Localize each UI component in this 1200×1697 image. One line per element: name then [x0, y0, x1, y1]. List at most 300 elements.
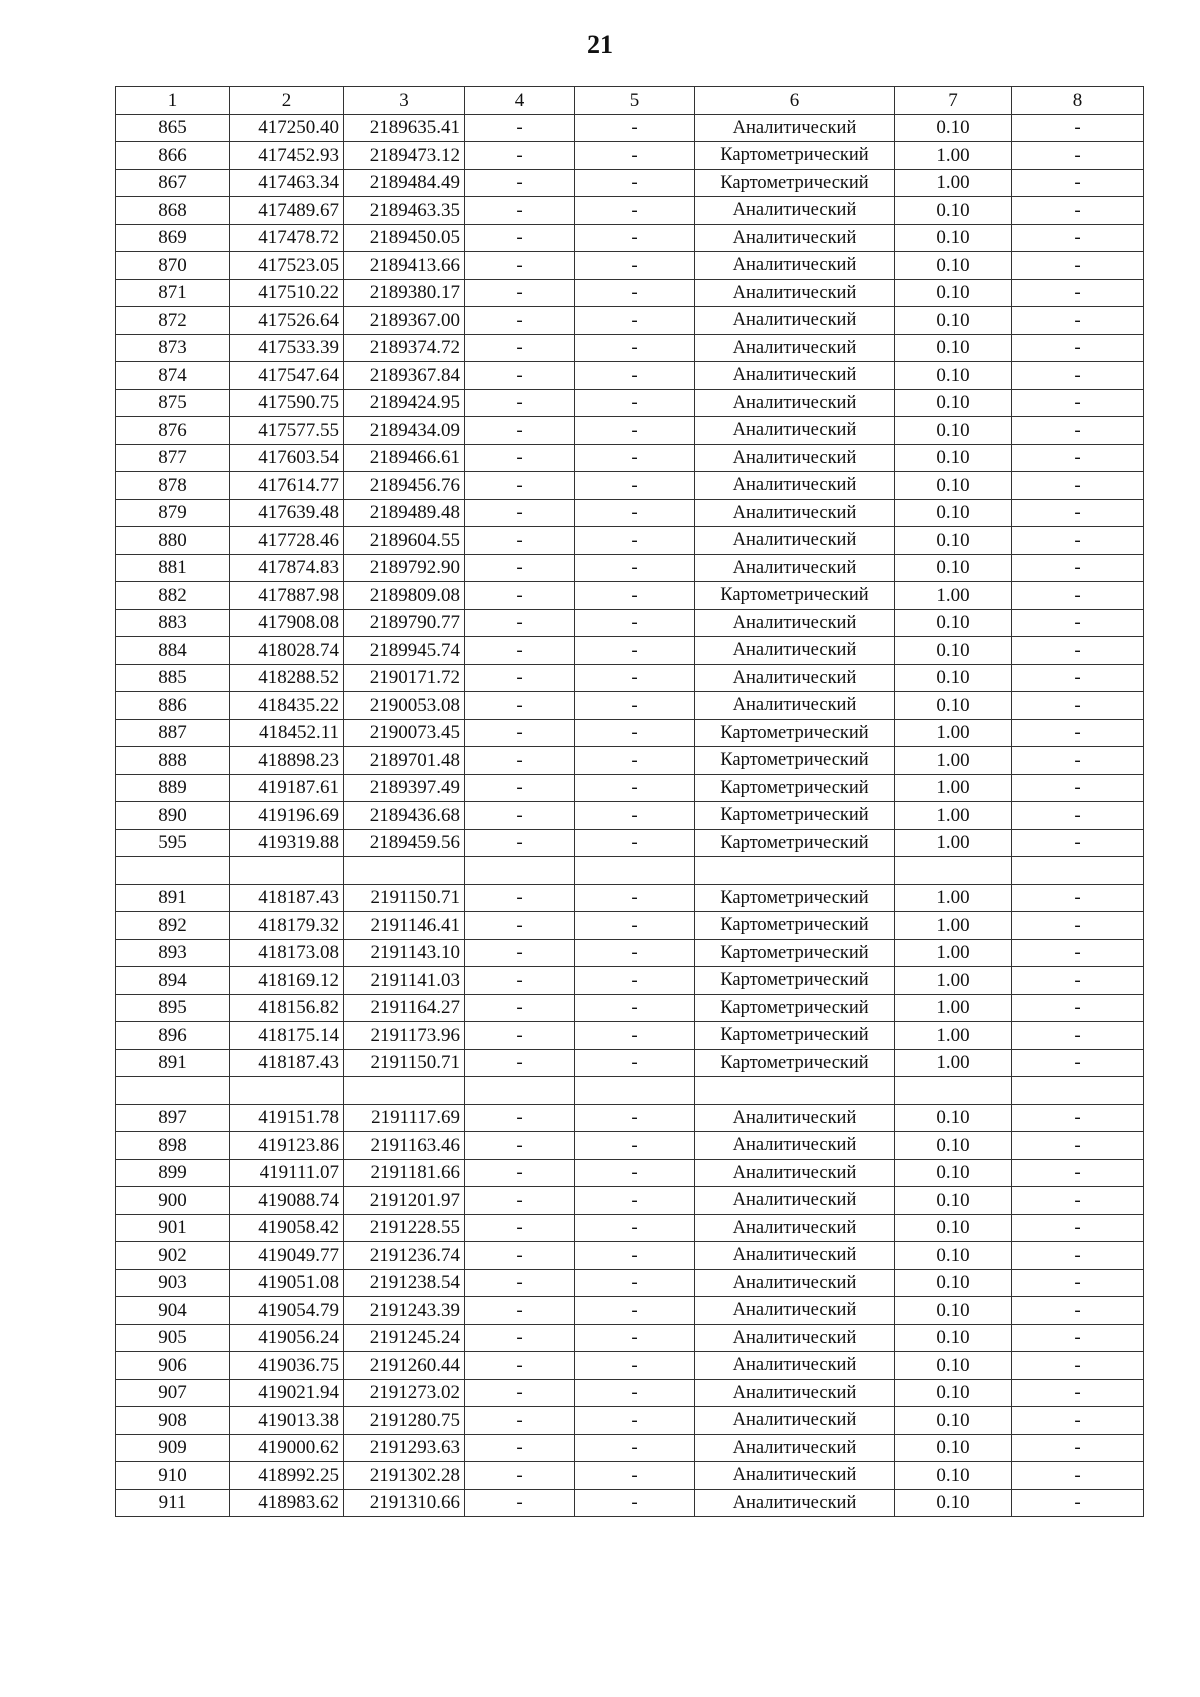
cell-col5: -	[575, 609, 695, 637]
table-row	[116, 444, 1144, 472]
header-cell-8: 8	[1012, 87, 1144, 115]
cell-y: 2191273.02	[344, 1379, 465, 1407]
cell-x: 418156.82	[230, 994, 344, 1022]
cell-x: 417603.54	[230, 444, 344, 472]
cell-col4: -	[465, 747, 575, 775]
cell-method: Аналитический	[695, 334, 895, 362]
cell-col5: -	[575, 1159, 695, 1187]
cell-x: 417614.77	[230, 472, 344, 500]
cell-method: Аналитический	[695, 307, 895, 335]
cell-y: 2189809.08	[344, 582, 465, 610]
cell-point: 881	[116, 554, 230, 582]
cell-col4: -	[465, 967, 575, 995]
cell-x: 418983.62	[230, 1489, 344, 1517]
cell-method: Картометрический	[695, 802, 895, 830]
cell-col5: -	[575, 1269, 695, 1297]
cell-precision: 0.10	[895, 1159, 1012, 1187]
cell-point: 876	[116, 417, 230, 445]
cell-col8: -	[1012, 1352, 1144, 1380]
cell-col4: -	[465, 1159, 575, 1187]
cell-method: Картометрический	[695, 719, 895, 747]
cell-col5: -	[575, 307, 695, 335]
cell-point: 874	[116, 362, 230, 390]
cell-col5: -	[575, 527, 695, 555]
table-row	[116, 307, 1144, 335]
cell-point: 595	[116, 829, 230, 857]
cell-y: 2189413.66	[344, 252, 465, 280]
cell-y: 2191280.75	[344, 1407, 465, 1435]
cell-col4: -	[465, 1324, 575, 1352]
cell-point: 895	[116, 994, 230, 1022]
cell-precision: 1.00	[895, 829, 1012, 857]
cell-col5: -	[575, 169, 695, 197]
cell-col8: -	[1012, 1297, 1144, 1325]
cell-point: 908	[116, 1407, 230, 1435]
cell-col8: -	[1012, 719, 1144, 747]
cell-precision: 0.10	[895, 1132, 1012, 1160]
cell-col8: -	[1012, 1379, 1144, 1407]
cell-x: 417887.98	[230, 582, 344, 610]
cell-precision: 1.00	[895, 1022, 1012, 1050]
cell-point: 906	[116, 1352, 230, 1380]
cell-col4: -	[465, 1407, 575, 1435]
cell-col8: -	[1012, 114, 1144, 142]
cell-precision: 0.10	[895, 1462, 1012, 1490]
cell-x: 418173.08	[230, 939, 344, 967]
table-row	[116, 362, 1144, 390]
table-row	[116, 637, 1144, 665]
cell-col8: -	[1012, 1049, 1144, 1077]
cell-col5: -	[575, 664, 695, 692]
cell-point: 910	[116, 1462, 230, 1490]
cell-col4: -	[465, 224, 575, 252]
header-cell-1: 1	[116, 87, 230, 115]
cell-method: Аналитический	[695, 1379, 895, 1407]
cell-col4: -	[465, 389, 575, 417]
cell-x: 419036.75	[230, 1352, 344, 1380]
cell-precision: 0.10	[895, 609, 1012, 637]
cell-y: 2191228.55	[344, 1214, 465, 1242]
cell-point: 902	[116, 1242, 230, 1270]
cell-method: Картометрический	[695, 994, 895, 1022]
cell-x: 417728.46	[230, 527, 344, 555]
cell-method: Аналитический	[695, 1242, 895, 1270]
table-row	[116, 1324, 1144, 1352]
table-row	[116, 1214, 1144, 1242]
cell-method: Картометрический	[695, 169, 895, 197]
cell-col5: -	[575, 279, 695, 307]
cell-col8: -	[1012, 307, 1144, 335]
cell-precision: 1.00	[895, 719, 1012, 747]
cell-precision: 1.00	[895, 994, 1012, 1022]
cell-y: 2191293.63	[344, 1434, 465, 1462]
cell-y: 2190053.08	[344, 692, 465, 720]
cell-col5: -	[575, 774, 695, 802]
cell-y: 2189790.77	[344, 609, 465, 637]
cell-col8: -	[1012, 802, 1144, 830]
cell-precision: 1.00	[895, 774, 1012, 802]
cell-col8: -	[1012, 1434, 1144, 1462]
cell-x: 417463.34	[230, 169, 344, 197]
cell-col5: -	[575, 142, 695, 170]
cell-x: 418992.25	[230, 1462, 344, 1490]
cell-col4: -	[465, 1489, 575, 1517]
cell-precision: 0.10	[895, 1489, 1012, 1517]
cell-point: 891	[116, 1049, 230, 1077]
cell-point: 888	[116, 747, 230, 775]
cell-method: Картометрический	[695, 747, 895, 775]
cell-method: Картометрический	[695, 884, 895, 912]
cell-method: Картометрический	[695, 939, 895, 967]
cell-y: 2189484.49	[344, 169, 465, 197]
cell-col8: -	[1012, 582, 1144, 610]
cell-x	[230, 1077, 344, 1105]
cell-y: 2191143.10	[344, 939, 465, 967]
cell-y: 2189489.48	[344, 499, 465, 527]
cell-precision: 0.10	[895, 224, 1012, 252]
separator-row	[116, 857, 1144, 885]
cell-col5: -	[575, 389, 695, 417]
cell-y: 2189945.74	[344, 637, 465, 665]
cell-x: 417489.67	[230, 197, 344, 225]
cell-x: 419319.88	[230, 829, 344, 857]
cell-y: 2191236.74	[344, 1242, 465, 1270]
cell-x: 419111.07	[230, 1159, 344, 1187]
table-row	[116, 1462, 1144, 1490]
cell-method: Аналитический	[695, 1297, 895, 1325]
cell-x: 418179.32	[230, 912, 344, 940]
cell-x: 417510.22	[230, 279, 344, 307]
cell-point: 883	[116, 609, 230, 637]
cell-point: 882	[116, 582, 230, 610]
cell-y: 2191243.39	[344, 1297, 465, 1325]
cell-precision: 1.00	[895, 967, 1012, 995]
cell-precision: 0.10	[895, 307, 1012, 335]
cell-col4: -	[465, 582, 575, 610]
cell-method: Аналитический	[695, 279, 895, 307]
cell-method: Картометрический	[695, 967, 895, 995]
cell-col4: -	[465, 1187, 575, 1215]
table-body	[116, 87, 1144, 1517]
cell-point: 889	[116, 774, 230, 802]
cell-col4: -	[465, 114, 575, 142]
cell-col8: -	[1012, 939, 1144, 967]
cell-col8: -	[1012, 224, 1144, 252]
cell-col5: -	[575, 472, 695, 500]
cell-col5: -	[575, 1297, 695, 1325]
table-row	[116, 554, 1144, 582]
cell-col4: -	[465, 609, 575, 637]
cell-point: 886	[116, 692, 230, 720]
cell-col8: -	[1012, 774, 1144, 802]
cell-precision: 0.10	[895, 1269, 1012, 1297]
cell-col4: -	[465, 527, 575, 555]
cell-col4: -	[465, 1242, 575, 1270]
cell-point	[116, 1077, 230, 1105]
cell-precision: 1.00	[895, 912, 1012, 940]
cell-col4: -	[465, 472, 575, 500]
cell-col8: -	[1012, 169, 1144, 197]
cell-x: 419196.69	[230, 802, 344, 830]
cell-col8: -	[1012, 829, 1144, 857]
cell-col5: -	[575, 994, 695, 1022]
cell-col4: -	[465, 444, 575, 472]
cell-col5	[575, 1077, 695, 1105]
cell-y: 2189466.61	[344, 444, 465, 472]
cell-col4: -	[465, 362, 575, 390]
cell-col5: -	[575, 939, 695, 967]
table-row	[116, 719, 1144, 747]
cell-precision: 1.00	[895, 169, 1012, 197]
cell-method: Аналитический	[695, 1269, 895, 1297]
table-row	[116, 252, 1144, 280]
cell-method: Аналитический	[695, 664, 895, 692]
cell-y: 2191302.28	[344, 1462, 465, 1490]
page-number: 21	[587, 30, 613, 59]
cell-col8: -	[1012, 197, 1144, 225]
cell-method: Аналитический	[695, 1407, 895, 1435]
cell-col8: -	[1012, 362, 1144, 390]
cell-precision: 0.10	[895, 1407, 1012, 1435]
cell-col8: -	[1012, 527, 1144, 555]
cell-x: 417547.64	[230, 362, 344, 390]
cell-col5: -	[575, 692, 695, 720]
cell-method: Аналитический	[695, 609, 895, 637]
header-cell-7: 7	[895, 87, 1012, 115]
cell-point: 891	[116, 884, 230, 912]
cell-point: 885	[116, 664, 230, 692]
cell-y: 2189380.17	[344, 279, 465, 307]
cell-point: 873	[116, 334, 230, 362]
cell-method: Картометрический	[695, 142, 895, 170]
table-row	[116, 279, 1144, 307]
table-row	[116, 582, 1144, 610]
cell-method: Аналитический	[695, 499, 895, 527]
cell-col8: -	[1012, 1269, 1144, 1297]
cell-col4: -	[465, 1049, 575, 1077]
cell-method: Картометрический	[695, 1049, 895, 1077]
cell-x: 417452.93	[230, 142, 344, 170]
cell-col4: -	[465, 939, 575, 967]
cell-y: 2191181.66	[344, 1159, 465, 1187]
cell-y: 2189463.35	[344, 197, 465, 225]
cell-col5: -	[575, 884, 695, 912]
cell-col4: -	[465, 1022, 575, 1050]
cell-point: 898	[116, 1132, 230, 1160]
cell-y: 2191150.71	[344, 884, 465, 912]
table-row	[116, 527, 1144, 555]
cell-col5: -	[575, 252, 695, 280]
cell-col5: -	[575, 334, 695, 362]
table-row	[116, 1132, 1144, 1160]
cell-method: Аналитический	[695, 1352, 895, 1380]
cell-precision: 0.10	[895, 499, 1012, 527]
cell-col4: -	[465, 197, 575, 225]
cell-col8: -	[1012, 499, 1144, 527]
cell-col8: -	[1012, 1214, 1144, 1242]
table-row	[116, 1104, 1144, 1132]
cell-precision: 0.10	[895, 692, 1012, 720]
cell-x: 418028.74	[230, 637, 344, 665]
cell-col4: -	[465, 334, 575, 362]
cell-col4: -	[465, 1434, 575, 1462]
cell-point: 887	[116, 719, 230, 747]
header-row	[116, 87, 1144, 115]
cell-point: 911	[116, 1489, 230, 1517]
cell-precision: 0.10	[895, 527, 1012, 555]
table-row	[116, 1187, 1144, 1215]
cell-col4: -	[465, 1132, 575, 1160]
cell-method: Аналитический	[695, 554, 895, 582]
table-row	[116, 472, 1144, 500]
cell-method	[695, 1077, 895, 1105]
cell-col8: -	[1012, 444, 1144, 472]
table-row	[116, 1242, 1144, 1270]
cell-precision: 1.00	[895, 1049, 1012, 1077]
cell-col8: -	[1012, 609, 1144, 637]
cell-x: 417577.55	[230, 417, 344, 445]
cell-x	[230, 857, 344, 885]
header-cell-4: 4	[465, 87, 575, 115]
cell-x: 417526.64	[230, 307, 344, 335]
table-row	[116, 884, 1144, 912]
table-row	[116, 389, 1144, 417]
table-row	[116, 499, 1144, 527]
cell-col4: -	[465, 829, 575, 857]
table-row	[116, 1352, 1144, 1380]
cell-precision: 0.10	[895, 1242, 1012, 1270]
cell-precision: 1.00	[895, 582, 1012, 610]
cell-col8: -	[1012, 334, 1144, 362]
cell-y: 2189459.56	[344, 829, 465, 857]
table-row	[116, 829, 1144, 857]
cell-col5: -	[575, 224, 695, 252]
table-row	[116, 114, 1144, 142]
cell-col5: -	[575, 582, 695, 610]
cell-precision: 0.10	[895, 1104, 1012, 1132]
cell-col8: -	[1012, 389, 1144, 417]
cell-x: 418175.14	[230, 1022, 344, 1050]
cell-point: 870	[116, 252, 230, 280]
cell-method: Аналитический	[695, 224, 895, 252]
cell-col8: -	[1012, 692, 1144, 720]
cell-col5: -	[575, 1434, 695, 1462]
cell-precision: 0.10	[895, 252, 1012, 280]
cell-method: Аналитический	[695, 1324, 895, 1352]
cell-col4: -	[465, 912, 575, 940]
cell-x: 419123.86	[230, 1132, 344, 1160]
cell-col4	[465, 857, 575, 885]
cell-precision: 0.10	[895, 279, 1012, 307]
cell-y: 2190073.45	[344, 719, 465, 747]
cell-col5: -	[575, 1352, 695, 1380]
cell-point: 897	[116, 1104, 230, 1132]
cell-col5: -	[575, 1022, 695, 1050]
cell-x: 419088.74	[230, 1187, 344, 1215]
cell-point: 894	[116, 967, 230, 995]
header-cell-3: 3	[344, 87, 465, 115]
cell-point: 904	[116, 1297, 230, 1325]
cell-precision: 0.10	[895, 197, 1012, 225]
cell-col4: -	[465, 1214, 575, 1242]
cell-col5: -	[575, 1049, 695, 1077]
cell-method: Аналитический	[695, 527, 895, 555]
cell-col4: -	[465, 664, 575, 692]
cell-x: 417590.75	[230, 389, 344, 417]
cell-col5	[575, 857, 695, 885]
table-row	[116, 224, 1144, 252]
cell-col8	[1012, 1077, 1144, 1105]
cell-col5: -	[575, 444, 695, 472]
cell-col5: -	[575, 967, 695, 995]
cell-x: 417250.40	[230, 114, 344, 142]
cell-x: 419051.08	[230, 1269, 344, 1297]
cell-col8: -	[1012, 1324, 1144, 1352]
table-row	[116, 1297, 1144, 1325]
table-row	[116, 334, 1144, 362]
cell-x: 418187.43	[230, 884, 344, 912]
cell-col5: -	[575, 1187, 695, 1215]
cell-point: 877	[116, 444, 230, 472]
cell-precision: 0.10	[895, 114, 1012, 142]
cell-x: 419187.61	[230, 774, 344, 802]
cell-col8: -	[1012, 472, 1144, 500]
cell-method: Аналитический	[695, 1462, 895, 1490]
cell-y: 2189436.68	[344, 802, 465, 830]
cell-precision: 0.10	[895, 334, 1012, 362]
cell-col8	[1012, 857, 1144, 885]
cell-method: Аналитический	[695, 1187, 895, 1215]
cell-y: 2191163.46	[344, 1132, 465, 1160]
cell-point: 907	[116, 1379, 230, 1407]
table-row	[116, 1434, 1144, 1462]
cell-point: 884	[116, 637, 230, 665]
cell-method: Картометрический	[695, 582, 895, 610]
cell-method: Аналитический	[695, 252, 895, 280]
cell-precision: 0.10	[895, 637, 1012, 665]
cell-col8: -	[1012, 1159, 1144, 1187]
cell-y	[344, 857, 465, 885]
cell-point	[116, 857, 230, 885]
cell-y: 2191245.24	[344, 1324, 465, 1352]
cell-precision: 0.10	[895, 444, 1012, 472]
cell-col8: -	[1012, 747, 1144, 775]
cell-col4: -	[465, 554, 575, 582]
cell-x: 419056.24	[230, 1324, 344, 1352]
cell-point: 899	[116, 1159, 230, 1187]
cell-point: 871	[116, 279, 230, 307]
cell-col8: -	[1012, 967, 1144, 995]
cell-col8: -	[1012, 1187, 1144, 1215]
cell-y: 2189456.76	[344, 472, 465, 500]
cell-col8: -	[1012, 994, 1144, 1022]
table-row	[116, 967, 1144, 995]
cell-x: 418898.23	[230, 747, 344, 775]
cell-col8: -	[1012, 637, 1144, 665]
cell-col8: -	[1012, 1489, 1144, 1517]
cell-precision: 0.10	[895, 362, 1012, 390]
cell-method: Аналитический	[695, 362, 895, 390]
cell-method: Картометрический	[695, 1022, 895, 1050]
coordinates-table	[115, 86, 1144, 1517]
cell-col4: -	[465, 417, 575, 445]
cell-col4: -	[465, 142, 575, 170]
table-row	[116, 939, 1144, 967]
cell-point: 903	[116, 1269, 230, 1297]
cell-point: 909	[116, 1434, 230, 1462]
cell-col4: -	[465, 719, 575, 747]
cell-col4: -	[465, 252, 575, 280]
